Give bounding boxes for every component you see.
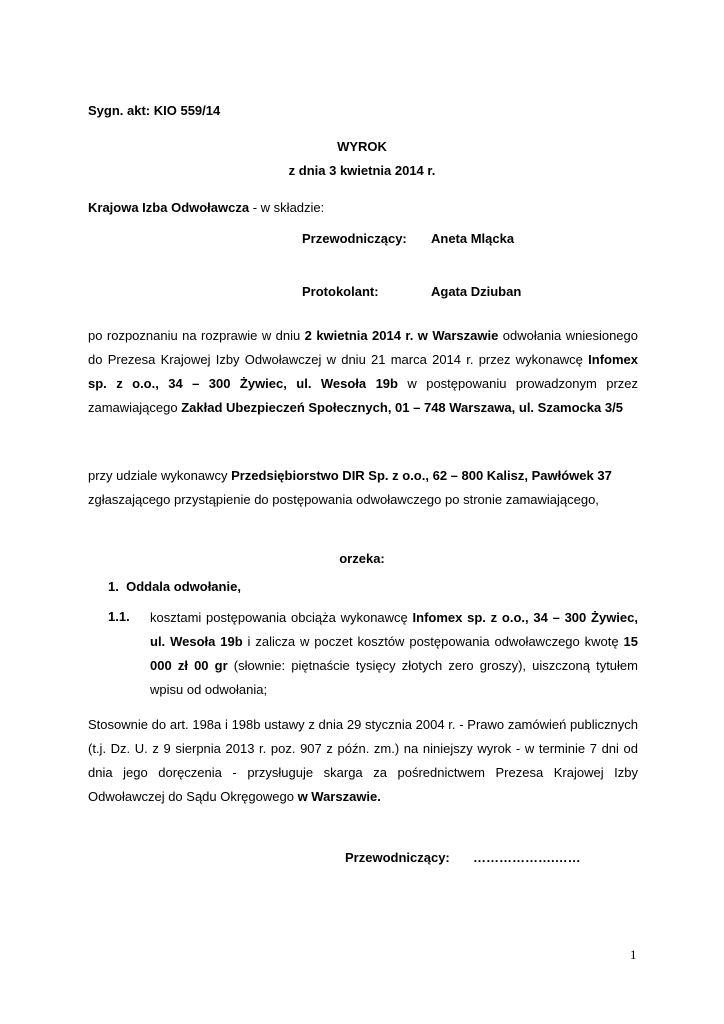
ruling-item-1-text: Oddala odwołanie, (126, 579, 241, 594)
signature-dots: ……………….…… (473, 850, 581, 865)
case-signature-value: KIO 559/14 (153, 103, 221, 118)
document-title: WYROK (337, 139, 387, 154)
chair-label: Przewodniczący: (302, 231, 407, 246)
document-date: z dnia 3 kwietnia 2014 r. (288, 163, 436, 178)
ruling-label: orzeka: (339, 551, 385, 566)
hearing-paragraph: po rozpoznaniu na rozprawie w dniu 2 kwietnia 2014 r. w Warszawie odwołania wniesionego do Prezesa Krajowej Izby Odwoławczej w dniu 21 marca 2014 r. przez wykonawcę Infomex sp. z o.o., 34 – 300 Żywiec, ul. Wesoła 19b w postępowaniu prowadzonym przez zamawiającego Zakład Ubezpieczeń Społecznych, 01 – 748 Warszawa, ul. Szamocka 3/5 (88, 328, 638, 415)
ruling-item-1 (108, 579, 241, 594)
case-signature (88, 103, 220, 118)
ruling-item-1-1-text: kosztami postępowania obciąża wykonawcę Infomex sp. z o.o., 34 – 300 Żywiec, ul. Wesoła 19b i zalicza w poczet kosztów postępowania odwoławczego kwotę 15 000 zł 00 gr (słownie: piętnaście tysięcy złotych zero groszy), uiszczoną tytułem wpisu od odwołania; (150, 610, 638, 697)
signoff-label: Przewodniczący: (345, 850, 450, 865)
chair-name: Aneta Mlącka (431, 231, 515, 246)
page-number: 1 (630, 947, 637, 962)
composition-suffix: - w składzie: (252, 200, 325, 215)
tribunal-composition (88, 200, 324, 215)
tribunal-name: Krajowa Izba Odwoławcza (88, 200, 250, 215)
appeal-notice-paragraph: Stosownie do art. 198a i 198b ustawy z dnia 29 stycznia 2004 r. - Prawo zamówień publicznych (t.j. Dz. U. z 9 sierpnia 2013 r. poz. 907 z późn. zm.) na niniejszy wyrok - w terminie 7 dni od dnia jego doręczenia - przysługuje skarga za pośrednictwem Prezesa Krajowej Izby Odwoławczej do Sądu Okręgowego w Warszawie. (88, 717, 638, 804)
clerk-label: Protokolant: (302, 284, 379, 299)
case-signature-label: Sygn. akt: (88, 103, 151, 118)
ruling-item-1-1-number: 1.1. (108, 609, 130, 624)
clerk-name: Agata Dziuban (431, 284, 522, 299)
ruling-item-1-number: 1. (108, 579, 119, 594)
participant-paragraph: przy udziale wykonawcy Przedsiębiorstwo DIR Sp. z o.o., 62 – 800 Kalisz, Pawłówek 37 zgłaszającego przystąpienie do postępowania odwoławczego po stronie zamawiającego, (88, 468, 612, 507)
